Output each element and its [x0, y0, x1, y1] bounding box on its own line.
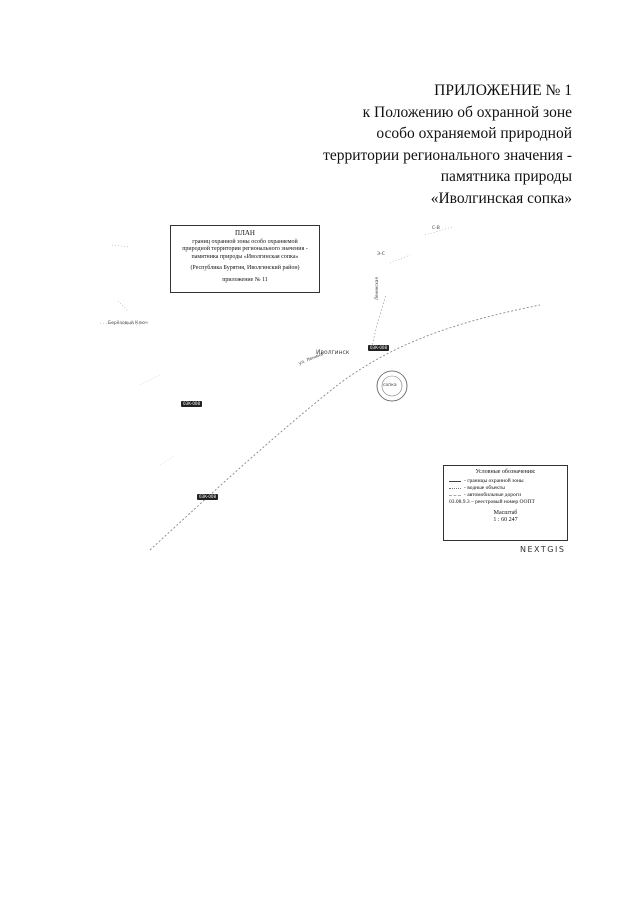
plan-line-1: границ охранной зоны особо охраняемой: [192, 238, 298, 245]
plan-region: (Республика Бурятия, Иволгинский район): [190, 265, 300, 271]
track-west: [100, 245, 140, 325]
town-label: Иволгинск: [316, 349, 350, 356]
boundary-swatch: [449, 481, 461, 482]
road-number-badge: 03К-008: [199, 494, 217, 499]
header-line-6: «Иволгинская сопка»: [430, 189, 572, 207]
nextgis-watermark: NEXTGIS: [520, 545, 566, 554]
appendix-header: [323, 80, 572, 209]
header-line-3: особо охраняемой природной: [376, 125, 572, 142]
legend-item-boundary: - границы охранной зоны: [449, 478, 562, 485]
road-swatch: [449, 495, 461, 496]
legend-title: Условные обозначения:: [475, 469, 536, 475]
plan-line-3: памятника природы «Иволгинская сопка»: [191, 253, 299, 260]
header-line-2: к Положению об охранной зоне: [362, 103, 572, 121]
secondary-road: [372, 295, 386, 348]
plan-title-box: [170, 225, 320, 293]
legend-item-water: - водные объекты: [449, 485, 562, 492]
legend-item-registry: 03.08.9.3 – реестровый номер ООПТ: [449, 499, 535, 505]
plan-appendix: приложение № 11: [222, 276, 268, 283]
legend-box: [443, 465, 568, 541]
street-label: ул. Ленина: [298, 352, 325, 367]
header-line-5: памятника природы: [440, 168, 572, 185]
road-number-badge: 03К-008: [183, 401, 201, 406]
water-swatch: [449, 488, 461, 489]
road-number-badge: 03К-008: [370, 345, 388, 350]
track-south: [140, 375, 175, 465]
header-line-4: территории регионального значения -: [323, 146, 572, 164]
ne-label: С-В: [432, 226, 440, 231]
vertical-road-label: Ленинская: [374, 277, 379, 300]
scale-title: Масштаб: [493, 510, 518, 516]
legend-item-road: - автомобильные дороги: [449, 492, 562, 499]
scale-value: 1 : 60 247: [493, 517, 518, 523]
track-north: [390, 227, 452, 263]
circle-label: сопка: [383, 383, 397, 388]
village-label: Берёзовый Ключ: [108, 321, 148, 326]
header-line-1: ПРИЛОЖЕНИЕ № 1: [434, 82, 572, 99]
east-label: Э-С: [377, 252, 385, 257]
plan-title: ПЛАН: [235, 229, 255, 237]
plan-line-2: природной территории регионального значения -: [182, 246, 308, 252]
